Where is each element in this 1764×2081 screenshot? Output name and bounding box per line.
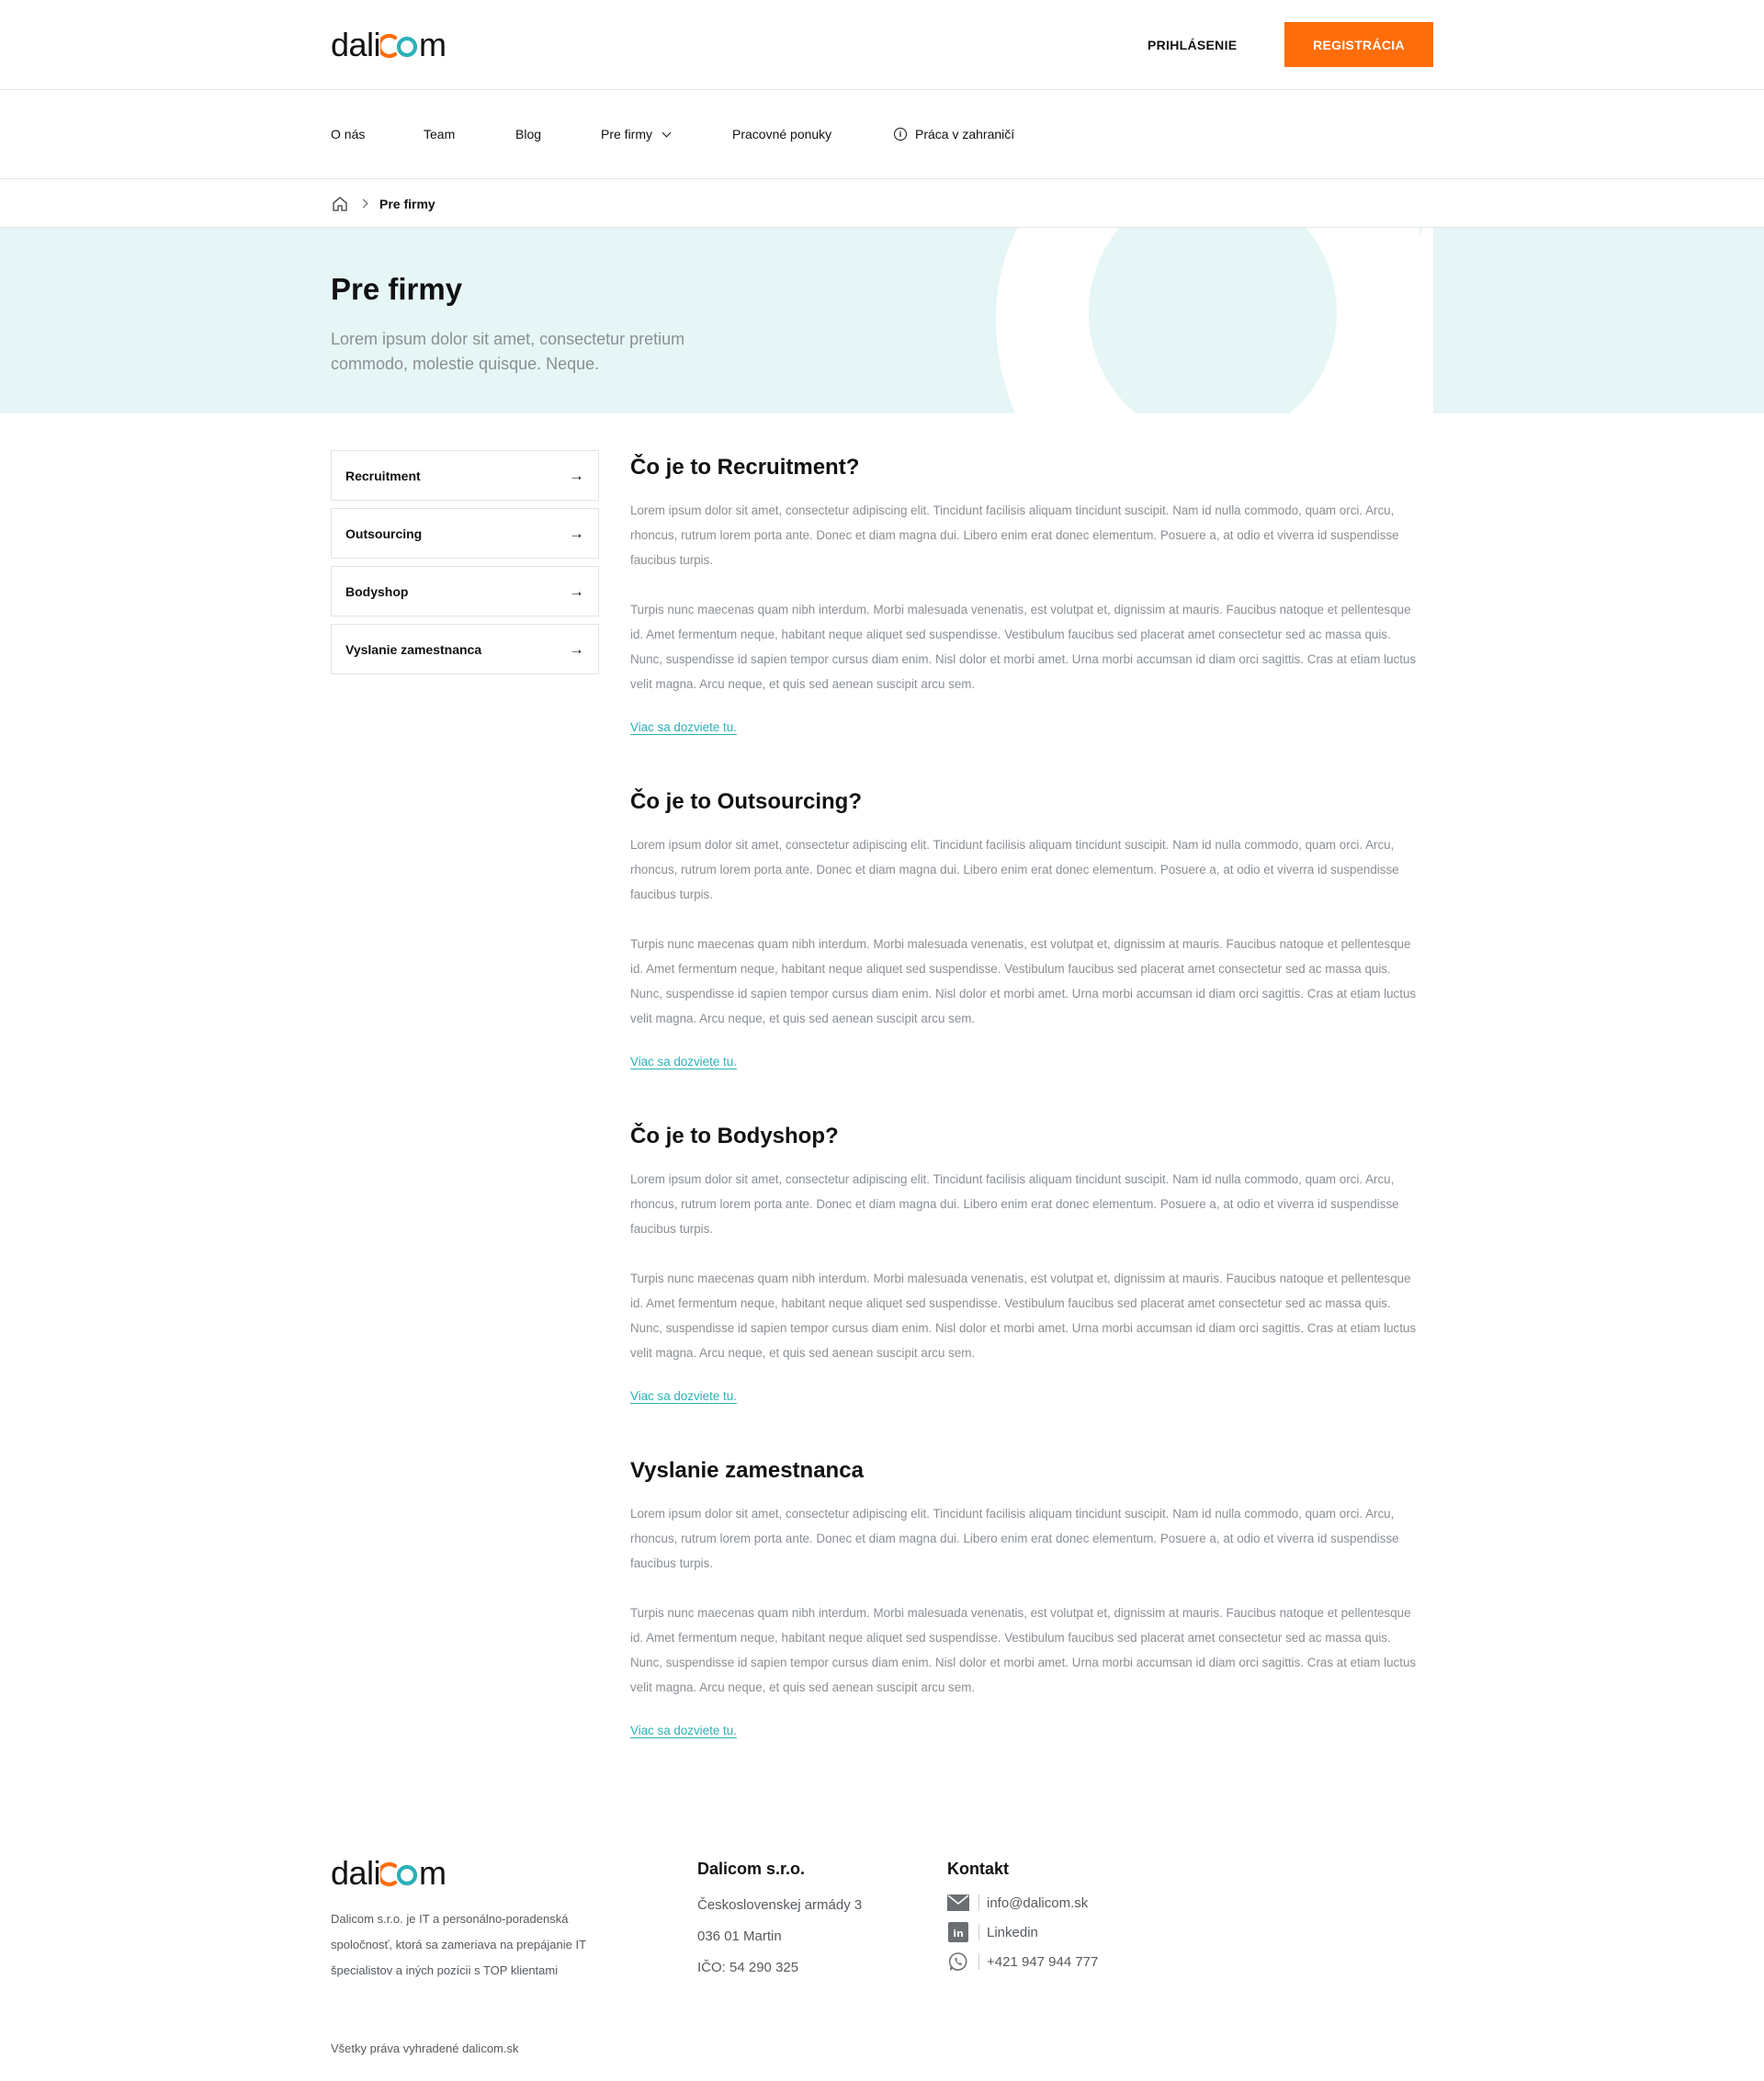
section-paragraph: Lorem ipsum dolor sit amet, consectetur adipiscing elit. Tincidunt facilisis aliquam tincidunt suscipit. Nam id nulla commodo, quam orci. Arcu, rhoncus, rutrum lorem porta ante. Donec et diam magna dui. Libero enim erat donec elementum. Posuere a, at odio et viverra id suspendisse faucibus turpis. <box>630 503 1399 567</box>
section-paragraph: Turpis nunc maecenas quam nibh interdum. Morbi malesuada venenatis, est volutpat et, dignissim at mauris. Faucibus natoque et pellentesque id. Amet fermentum neque, habitant neque aliquet sed suspendisse. Vestibulum faucibus sed placerat amet consectetur sed ac massa quis. Nunc, suspendisse id sapien tempor cursus diam enim. Nisl dolor et morbi amet. Urna morbi accumsan id diam orci sagittis. Cras at etiam luctus velit magna. Arcu neque, et quis sed aenean suscipit arcu sem. <box>630 1606 1417 1694</box>
logo-co-mark-icon <box>380 1860 419 1887</box>
contact-linkedin[interactable] <box>947 1917 1098 1947</box>
section-title: Čo je to Recruitment? <box>630 455 860 480</box>
page-hero <box>0 228 1764 413</box>
contact-phone[interactable] <box>947 1947 1098 1976</box>
info-icon: i <box>894 128 907 141</box>
arrow-right-icon: → <box>569 582 584 600</box>
contact-email[interactable] <box>947 1888 1098 1917</box>
nav-item-praca-v-zahranici[interactable] <box>894 90 1014 178</box>
sidebar <box>331 450 599 682</box>
contact-linkedin-text: Linkedin <box>987 1924 1038 1940</box>
breadcrumb <box>0 179 1764 228</box>
sidebar-item-bodyshop[interactable] <box>331 566 599 616</box>
nav-item-team[interactable] <box>424 90 455 178</box>
nav-item-label: Práca v zahraničí <box>915 127 1015 141</box>
section-title: Čo je to Bodyshop? <box>630 1124 839 1148</box>
section-paragraph: Turpis nunc maecenas quam nibh interdum. Morbi malesuada venenatis, est volutpat et, dignissim at mauris. Faucibus natoque et pellentesque id. Amet fermentum neque, habitant neque aliquet sed suspendisse. Vestibulum faucibus sed placerat amet consectetur sed ac massa quis. Nunc, suspendisse id sapien tempor cursus diam enim. Nisl dolor et morbi amet. Urna morbi accumsan id diam orci sagittis. Cras at etiam luctus velit magna. Arcu neque, et quis sed aenean suscipit arcu sem. <box>630 603 1417 691</box>
logo-text-left: dali <box>331 1854 381 1892</box>
footer-company <box>697 1860 862 1984</box>
section-paragraph: Turpis nunc maecenas quam nibh interdum. Morbi malesuada venenatis, est volutpat et, dignissim at mauris. Faucibus natoque et pellentesque id. Amet fermentum neque, habitant neque aliquet sed suspendisse. Vestibulum faucibus sed placerat amet consectetur sed ac massa quis. Nunc, suspendisse id sapien tempor cursus diam enim. Nisl dolor et morbi amet. Urna morbi accumsan id diam orci sagittis. Cras at etiam luctus velit magna. Arcu neque, et quis sed aenean suscipit arcu sem. <box>630 937 1417 1025</box>
footer-logo[interactable] <box>331 1854 447 1893</box>
copyright: Všetky práva vyhradené dalicom.sk <box>331 2041 519 2055</box>
chevron-right-icon <box>359 199 368 209</box>
nav-item-pre-firmy[interactable] <box>601 90 670 178</box>
arrow-right-icon: → <box>569 639 584 658</box>
logo-co-mark-icon <box>380 31 419 59</box>
divider <box>978 1953 979 1970</box>
logo[interactable] <box>331 26 447 64</box>
logo-text-left: dali <box>331 26 381 63</box>
section-title: Čo je to Outsourcing? <box>630 789 862 814</box>
nav-item-label: Pracovné ponuky <box>732 127 832 141</box>
nav-item-label: Team <box>424 127 456 141</box>
logo-text-right: m <box>419 26 447 63</box>
main-nav <box>0 90 1764 179</box>
sidebar-item-vyslanie-zamestnanca[interactable] <box>331 624 599 674</box>
divider <box>978 1924 979 1940</box>
read-more-link[interactable]: Viac sa dozviete tu. <box>630 720 737 734</box>
section-paragraph: Lorem ipsum dolor sit amet, consectetur adipiscing elit. Tincidunt facilisis aliquam tincidunt suscipit. Nam id nulla commodo, quam orci. Arcu, rhoncus, rutrum lorem porta ante. Donec et diam magna dui. Libero enim erat donec elementum. Posuere a, at odio et viverra id suspendisse faucibus turpis. <box>630 1172 1399 1236</box>
read-more-link[interactable]: Viac sa dozviete tu. <box>630 1389 737 1403</box>
mail-icon <box>947 1892 969 1914</box>
section-vyslanie-zamestnanca <box>630 1452 1422 1786</box>
arrow-right-icon: → <box>569 466 584 484</box>
footer-company-heading: Dalicom s.r.o. <box>697 1860 806 1878</box>
hero-decoration <box>0 228 1764 413</box>
home-icon[interactable] <box>331 195 349 213</box>
footer-address-line: Československej armády 3 <box>697 1897 863 1913</box>
sidebar-item-label: Recruitment <box>345 468 421 483</box>
register-button[interactable]: REGISTRÁCIA <box>1284 22 1433 67</box>
nav-item-o-nas[interactable] <box>331 90 365 178</box>
arrow-right-icon: → <box>569 524 584 542</box>
section-bodyshop <box>630 1117 1422 1452</box>
section-paragraph: Turpis nunc maecenas quam nibh interdum. Morbi malesuada venenatis, est volutpat et, dignissim at mauris. Faucibus natoque et pellentesque id. Amet fermentum neque, habitant neque aliquet sed suspendisse. Vestibulum faucibus sed placerat amet consectetur sed ac massa quis. Nunc, suspendisse id sapien tempor cursus diam enim. Nisl dolor et morbi amet. Urna morbi accumsan id diam orci sagittis. Cras at etiam luctus velit magna. Arcu neque, et quis sed aenean suscipit arcu sem. <box>630 1272 1417 1360</box>
nav-item-label: Blog <box>515 127 542 141</box>
footer-address-line: 036 01 Martin <box>697 1928 782 1944</box>
section-paragraph: Lorem ipsum dolor sit amet, consectetur adipiscing elit. Tincidunt facilisis aliquam tincidunt suscipit. Nam id nulla commodo, quam orci. Arcu, rhoncus, rutrum lorem porta ante. Donec et diam magna dui. Libero enim erat donec elementum. Posuere a, at odio et viverra id suspendisse faucibus turpis. <box>630 838 1399 901</box>
linkedin-icon <box>947 1921 969 1943</box>
section-outsourcing <box>630 783 1422 1117</box>
sidebar-item-outsourcing[interactable] <box>331 508 599 559</box>
section-title: Vyslanie zamestnanca <box>630 1458 864 1483</box>
footer-company-id: IČO: 54 290 325 <box>697 1960 799 1975</box>
main-content <box>630 448 1422 1786</box>
footer-contact-heading: Kontakt <box>947 1860 1009 1878</box>
nav-item-blog[interactable] <box>515 90 541 178</box>
section-paragraph: Lorem ipsum dolor sit amet, consectetur adipiscing elit. Tincidunt facilisis aliquam tincidunt suscipit. Nam id nulla commodo, quam orci. Arcu, rhoncus, rutrum lorem porta ante. Donec et diam magna dui. Libero enim erat donec elementum. Posuere a, at odio et viverra id suspendisse faucibus turpis. <box>630 1507 1399 1570</box>
sidebar-item-recruitment[interactable] <box>331 450 599 501</box>
footer-contact <box>947 1860 1098 1976</box>
contact-email-text: info@dalicom.sk <box>987 1894 1089 1911</box>
sidebar-item-label: Bodyshop <box>345 583 409 599</box>
chevron-down-icon <box>662 128 672 137</box>
section-recruitment <box>630 448 1422 783</box>
sidebar-item-label: Vyslanie zamestnanca <box>345 641 482 657</box>
divider <box>978 1894 979 1911</box>
contact-phone-text: +421 947 944 777 <box>987 1953 1099 1970</box>
nav-item-pracovne-ponuky[interactable] <box>732 90 831 178</box>
read-more-link[interactable]: Viac sa dozviete tu. <box>630 1724 737 1737</box>
page-subtitle: Lorem ipsum dolor sit amet, consectetur pretium commodo, molestie quisque. Neque. <box>331 330 685 373</box>
login-button[interactable]: PRIHLÁSENIE <box>1148 38 1238 52</box>
whatsapp-icon <box>947 1951 969 1973</box>
nav-item-label: Pre firmy <box>601 127 652 141</box>
site-header <box>0 0 1764 90</box>
breadcrumb-current: Pre firmy <box>379 196 435 211</box>
footer-description: Dalicom s.r.o. je IT a personálno-poradenská spoločnosť, ktorá sa zameriava na prepájanie IT špecialistov a iných pozícii s TOP klientami <box>331 1912 586 1977</box>
nav-item-label: O nás <box>331 127 366 141</box>
logo-text-right: m <box>419 1854 447 1892</box>
sidebar-item-label: Outsourcing <box>345 526 423 541</box>
svg-text:in: in <box>953 1928 964 1940</box>
read-more-link[interactable]: Viac sa dozviete tu. <box>630 1055 737 1069</box>
page-title: Pre firmy <box>331 272 463 306</box>
